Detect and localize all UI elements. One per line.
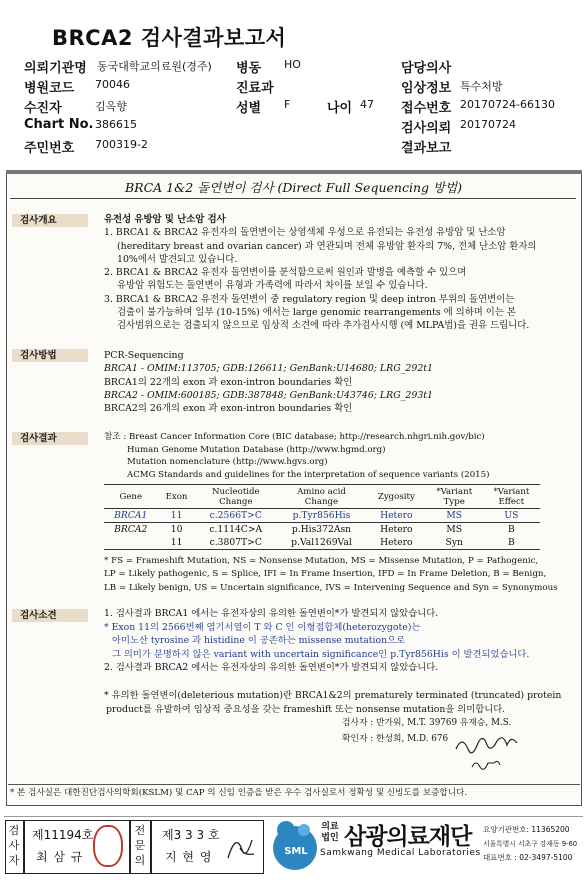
report-top-rule — [6, 170, 582, 174]
label-doctor: 담당의사 — [401, 61, 452, 76]
legend-line: LB = Likely benign, US = Uncertain significance, IVS = Intervening Sequence and Syn = Synonymous — [104, 582, 558, 593]
seal-stamp — [93, 825, 123, 867]
cell: c.2566T>C — [209, 510, 262, 521]
tester-name: 최 삼 규 — [36, 850, 84, 864]
overview-p2 — [104, 266, 574, 293]
org-name: 삼광의료재단 — [344, 824, 472, 850]
reference-line: Mutation nomenclature (http://www.hgvs.org) — [127, 457, 328, 468]
text-line: (hereditary breast and ovarian cancer) 과 연관되며 전체 유방암 환자의 7%, 전체 난소암 환자의 — [117, 240, 537, 252]
references — [104, 431, 574, 481]
cell: Hetero — [380, 510, 413, 521]
footnote: * 본 검사실은 대한진단검사의학회(KSLM) 및 CAP 의 신임 인증을 받은 우수 검사실로서 정확성 및 신빙도를 보증합니다. — [10, 788, 468, 798]
overview-heading: 유전성 유방암 및 난소암 검사 — [104, 214, 226, 225]
col-header: *Variant Type — [436, 487, 473, 507]
cell: Hetero — [380, 537, 413, 548]
method-text — [104, 349, 574, 415]
signature-handwriting — [452, 727, 532, 775]
cell: MS — [446, 510, 463, 521]
text-line: 3. BRCA1 & BRCA2 유전자 돌연변이 중 regulatory region 및 deep intron 부위의 돌연변이는 — [104, 293, 515, 305]
reference-line: 참조 : Breast Cancer Information Core (BIC database; http://research.nhgri.nih.gov/bic) — [104, 432, 485, 442]
variant-legend — [104, 555, 578, 595]
cell: 11 — [170, 510, 183, 521]
section-label-result: 검사결과 — [12, 432, 88, 445]
cell: p.Tyr856His — [292, 510, 351, 521]
cell: US — [504, 510, 519, 521]
reference-line: ACMG Standards and guidelines for the interpretation of sequence variants (2015) — [127, 469, 490, 480]
label-hospital: 의뢰기관명 — [24, 61, 87, 76]
cell: Syn — [445, 537, 463, 548]
tester-label: 검사자 — [8, 824, 20, 867]
value-hospital: 동국대학교의료원(경주) — [97, 60, 212, 73]
cell: c.3807T>C — [209, 537, 262, 548]
cell: 10 — [170, 524, 183, 535]
contact-address: 서울특별시 서초구 강재동 9-60 — [483, 840, 578, 848]
text-line: 유방암 위험도는 돌연변이 유형과 가족력에 따라서 차이를 보일 수 있습니다. — [117, 280, 428, 292]
text-line: BRCA1의 22개의 exon 과 exon-intron boundaries 확인 — [104, 376, 353, 388]
label-resident-no: 주민번호 — [24, 141, 75, 156]
cell: BRCA1 — [114, 510, 148, 521]
opinion-line: 그 의미가 분명하지 않은 variant with uncertain significance인 p.Tyr856His 이 발견되었습니다. — [112, 648, 530, 660]
section-label-method: 검사방법 — [12, 349, 88, 362]
label-result-report: 결과보고 — [401, 141, 452, 156]
table-row — [104, 509, 540, 523]
col-header: *Variant Effect — [493, 487, 530, 507]
col-header: Zygosity — [377, 492, 415, 502]
label-age: 나이 — [327, 101, 353, 116]
col-header: Gene — [119, 492, 143, 502]
contact-code: 요양기관번호: 11365200 — [483, 825, 570, 834]
contact-phone: 대표번호 : 02-3497-5100 — [483, 853, 573, 862]
label-request-date: 검사의뢰 — [401, 121, 452, 136]
text-line: BRCA1 - OMIM:113705; GDB:126611; GenBank:U14680; LRG_292t1 — [104, 363, 434, 375]
value-age: 47 — [360, 98, 374, 111]
cell: p.Val1269Val — [291, 537, 352, 548]
value-patient: 김옥향 — [95, 100, 127, 113]
opinion-note: product를 유발하여 임상적 중요성을 갖는 frameshift 또는 nonsense mutation을 의미합니다. — [106, 703, 506, 715]
value-ward: HO — [284, 58, 301, 71]
value-request-date: 20170724 — [460, 118, 516, 131]
value-receipt-no: 20170724-66130 — [460, 98, 555, 111]
tester-license: 제11194호 — [32, 828, 94, 842]
label-receipt-no: 접수번호 — [401, 101, 452, 116]
cell: c.1114C>A — [209, 524, 263, 535]
text-line: 검사범위으로는 검출되지 않으므로 임상적 소견에 따라 추가검사시행 (예 MLPA법)을 권유 드립니다. — [117, 320, 530, 332]
label-chart-no: Chart No. — [24, 117, 94, 132]
label-sex: 성별 — [236, 101, 262, 116]
label-clinical-info: 임상정보 — [401, 81, 452, 96]
section-label-overview: 검사개요 — [12, 214, 88, 227]
opinion-line: 2. 검사결과 BRCA2 에서는 유전자상의 유의한 돌연변이*가 발견되지 않았습니다. — [104, 662, 439, 674]
text-line: 10%에서 발견되고 있습니다. — [117, 253, 238, 265]
section-label-opinion: 검사소견 — [12, 609, 88, 622]
cell: B — [508, 524, 515, 535]
value-chart-no: 386615 — [95, 118, 137, 131]
text-line: BRCA2 - OMIM:600185; GDB:387848; GenBank:U43746; LRG_293t1 — [104, 389, 434, 401]
overview-p1 — [104, 226, 574, 266]
col-header: Amino acid Change — [297, 487, 346, 507]
text-line: 1. BRCA1 & BRCA2 유전자의 돌연변이는 상염색체 우성으로 유전되는 유전성 유방암 및 난소암 — [104, 227, 506, 239]
specialist-license: 제3 3 3 호 — [162, 828, 220, 842]
col-header: Nucleotide Change — [211, 487, 260, 507]
opinion-line: 아미노산 tyrosine 과 histidine 이 공존하는 missense mutation으로 — [112, 635, 406, 647]
mutation-table — [104, 486, 540, 550]
text-line: BRCA2의 26개의 exon 과 exon-intron boundaries 확인 — [104, 403, 353, 415]
cell — [104, 536, 158, 550]
cell: BRCA2 — [114, 524, 148, 535]
opinion-line: * Exon 11의 2566번째 염기서열이 T 와 C 인 이형접합체(heterozygote)는 — [104, 621, 421, 633]
table-row — [104, 523, 540, 537]
col-header: Exon — [165, 492, 188, 502]
tester-line: 검사자 : 반가워, M.T. 39769 유재승, M.S. — [342, 718, 512, 728]
overview-p3 — [104, 293, 574, 333]
value-hospital-code: 70046 — [95, 78, 130, 91]
label-hospital-code: 병원코드 — [24, 81, 75, 96]
confirmer-line: 확인자 : 한성희, M.D. 676 — [342, 734, 449, 744]
reference-line: Human Genome Mutation Database (http://www.hgmd.org) — [127, 444, 386, 455]
label-ward: 병동 — [236, 61, 262, 76]
value-clinical-info: 특수처방 — [460, 80, 503, 93]
table-top-rule — [104, 484, 540, 485]
org-name-en: Samkwang Medical Laboratories — [320, 848, 481, 858]
cell: B — [508, 537, 515, 548]
label-department: 진료과 — [236, 81, 274, 96]
legend-line: * FS = Frameshift Mutation, NS = Nonsense Mutation, MS = Missense Mutation, P = Pathogenic, — [104, 556, 539, 566]
report-title: BRCA 1&2 돌연변이 검사 (Direct Full Sequencing 방법) — [124, 180, 463, 195]
text-line: 2. BRCA1 & BRCA2 유전자 돌연변이를 분석함으로써 원인과 발병을 예측할 수 있으며 — [104, 267, 467, 279]
specialist-signature — [222, 828, 258, 866]
table-row — [104, 536, 540, 550]
report-title-main: BRCA2 검사결과보고서 — [52, 26, 287, 50]
specialist-label: 전문의 — [134, 824, 146, 867]
text-line: 검출이 불가능하며 일부 (10-15%) 에서는 large genomic rearrangements 에 의하며 이는 본 — [117, 307, 516, 319]
divider — [10, 198, 576, 199]
text-line: PCR-Sequencing — [104, 350, 184, 361]
label-patient: 수진자 — [24, 101, 62, 116]
cell: 11 — [170, 537, 183, 548]
cell: p.His372Asn — [291, 524, 352, 535]
table-header-row — [104, 486, 540, 509]
cell: Hetero — [380, 524, 413, 535]
overview-text — [104, 213, 574, 333]
opinion-line: 1. 검사결과 BRCA1 에서는 유전자상의 유의한 돌연변이*가 발견되지 않았습니다. — [104, 608, 439, 619]
value-resident-no: 700319-2 — [95, 138, 148, 151]
opinion-text — [104, 607, 578, 716]
footnote-rule — [8, 784, 580, 785]
specialist-name: 지 현 영 — [165, 850, 213, 864]
value-sex: F — [284, 98, 291, 111]
opinion-note: * 유의한 돌연변이(deleterious mutation)란 BRCA1&2의 prematurely terminated (truncated) protein — [104, 689, 562, 701]
legend-line: LP = Likely pathogenic, S = Splice, IFI = In Frame Insertion, IFD = In Frame Deletion, B = Benign, — [104, 569, 547, 580]
logo-text: SML — [284, 846, 308, 857]
footer-rule — [4, 816, 583, 817]
org-prefix: 의료법인 — [321, 822, 339, 843]
cell: MS — [446, 524, 463, 535]
